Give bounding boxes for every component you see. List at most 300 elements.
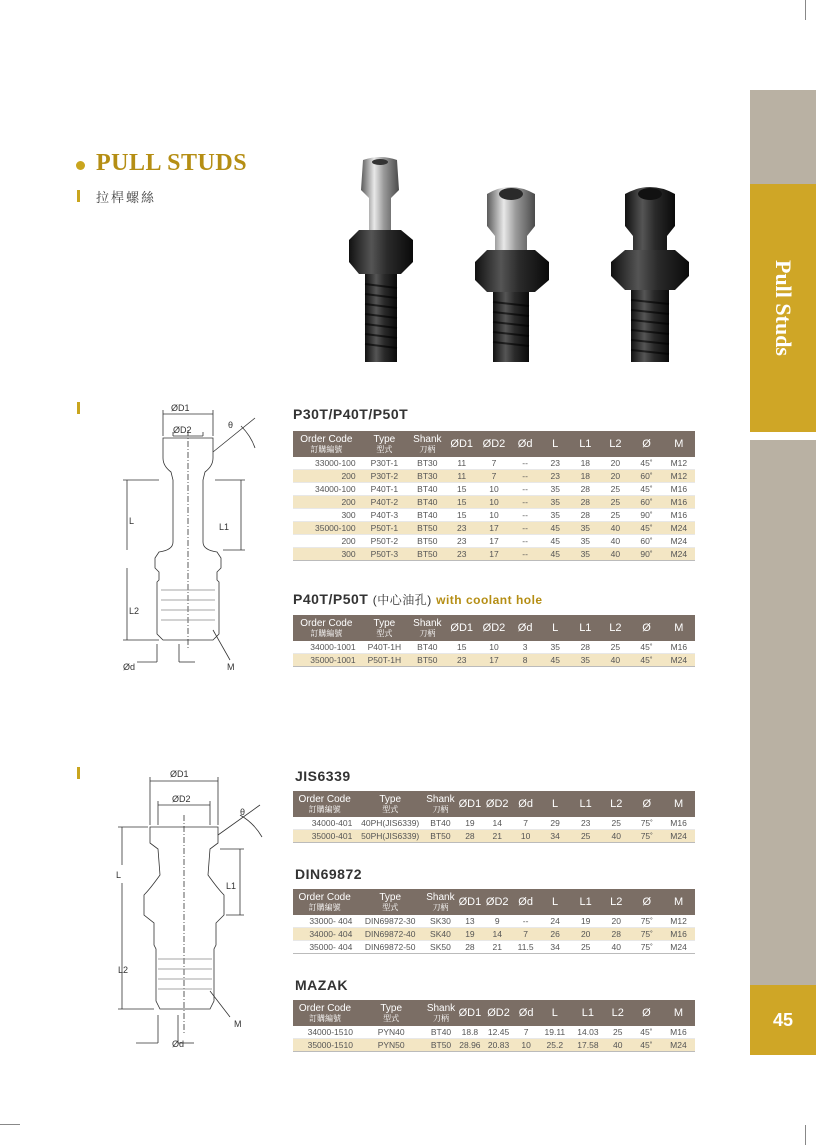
- table-cell: 23: [446, 522, 478, 535]
- col-header-order_code: [293, 615, 360, 641]
- table-cell: 25: [570, 830, 601, 843]
- col-header-label-zh: 刀柄: [432, 805, 449, 814]
- table-cell: 15: [446, 496, 478, 509]
- page-number: 45: [750, 985, 816, 1055]
- col-header-label: Type: [379, 794, 402, 805]
- col-header-angle: [632, 889, 663, 915]
- pull-studs-photo: [335, 150, 715, 370]
- table4-spec: [293, 889, 695, 954]
- table-cell: 28.96: [457, 1039, 483, 1052]
- page-subtitle: 拉桿螺絲: [96, 190, 157, 205]
- col-header-label-zh: 刀柄: [419, 629, 436, 638]
- table-cell: 25: [570, 941, 601, 954]
- col-header-type: [360, 615, 409, 641]
- table-cell: 28: [570, 509, 600, 522]
- table-cell: 19: [570, 915, 601, 928]
- table-cell: SK40: [424, 928, 457, 941]
- side-tab-label: Pull Studs: [771, 260, 796, 356]
- table-cell: 21: [483, 941, 511, 954]
- col-header-l2: [604, 1000, 630, 1026]
- table-cell: BT40: [409, 641, 446, 654]
- table-cell: 35: [570, 548, 600, 561]
- col-header-d: [510, 615, 540, 641]
- col-header-angle: [630, 615, 662, 641]
- table-cell: 10: [511, 830, 539, 843]
- col-header-l: [540, 889, 571, 915]
- col-header-label: ØD2: [485, 896, 509, 908]
- col-header-shank: [425, 1000, 456, 1026]
- col-header-l: [540, 615, 570, 641]
- table-cell: 28: [570, 496, 600, 509]
- table-row: [293, 509, 695, 522]
- table-cell: 40: [600, 548, 630, 561]
- table-cell: P40T-1: [360, 483, 409, 496]
- col-header-label: L1: [579, 622, 592, 634]
- table-cell: 90˚: [630, 548, 662, 561]
- table-cell: 25: [604, 1026, 630, 1039]
- table-cell: BT30: [409, 457, 446, 470]
- table-cell: 15: [446, 483, 478, 496]
- col-header-label: Shank: [426, 1003, 456, 1014]
- table-cell: 25: [600, 483, 630, 496]
- col-header-angle: [632, 791, 663, 817]
- col-header-label: ØD2: [485, 798, 509, 810]
- col-header-label: Shank: [426, 794, 455, 805]
- table-cell: 23: [446, 654, 478, 667]
- table-cell: DIN69872-40: [356, 928, 424, 941]
- table-cell: 11: [446, 457, 478, 470]
- table-cell: BT50: [409, 535, 446, 548]
- table-cell: --: [510, 470, 540, 483]
- table-cell: 7: [514, 1026, 538, 1039]
- table-cell: P50T-1: [360, 522, 409, 535]
- table-cell: 29: [540, 817, 571, 830]
- col-header-label: Type: [379, 892, 402, 903]
- table-cell: 35: [540, 496, 570, 509]
- table-row: [293, 641, 695, 654]
- col-header-l: [540, 431, 570, 457]
- table-cell: 28: [570, 483, 600, 496]
- col-header-l2: [601, 791, 632, 817]
- col-header-label-zh: 訂購編號: [308, 805, 341, 814]
- table-cell: 10: [514, 1039, 538, 1052]
- col-header-label: ØD1: [458, 1007, 482, 1019]
- table-cell: 45˚: [630, 483, 662, 496]
- table5-heading: MAZAK: [295, 977, 349, 993]
- table-cell: 17: [478, 522, 510, 535]
- col-header-label: L1: [581, 1007, 595, 1019]
- table-cell: 7: [478, 470, 510, 483]
- table-cell: BT40: [424, 817, 457, 830]
- table-cell: BT50: [425, 1039, 456, 1052]
- table-cell: 60˚: [630, 496, 662, 509]
- col-header-label: Shank: [426, 892, 455, 903]
- table-row: [293, 470, 695, 483]
- table-cell: M12: [663, 457, 695, 470]
- table-cell: 40: [600, 654, 630, 667]
- col-header-d: [514, 1000, 538, 1026]
- col-header-label: Ød: [518, 896, 533, 908]
- table-cell: 25.2: [538, 1039, 571, 1052]
- table-cell: 45˚: [631, 1026, 662, 1039]
- table-cell: 23: [570, 817, 601, 830]
- table-cell: 35000-401: [293, 830, 356, 843]
- col-header-label-zh: 訂購編號: [310, 445, 343, 454]
- table-cell: 19: [457, 928, 483, 941]
- table-cell: 19.11: [538, 1026, 571, 1039]
- table-cell: 12.45: [483, 1026, 514, 1039]
- col-header-label: ØD1: [458, 896, 482, 908]
- col-header-label: ØD1: [450, 438, 474, 450]
- col-header-d: [511, 791, 539, 817]
- table-cell: 14: [483, 928, 511, 941]
- col-header-label-zh: 型式: [383, 1014, 400, 1023]
- col-header-label: ØD1: [450, 622, 474, 634]
- table2-heading: [293, 591, 543, 608]
- table-cell: 28: [457, 941, 483, 954]
- col-header-d1: [457, 889, 483, 915]
- table-cell: M16: [662, 928, 695, 941]
- col-header-label: Type: [373, 618, 396, 629]
- col-header-label: L1: [579, 798, 592, 810]
- page-title: PULL STUDS: [96, 150, 248, 176]
- diagram2-l1-label: L1: [226, 881, 237, 891]
- table-cell: 300: [293, 548, 360, 561]
- col-header-l: [538, 1000, 571, 1026]
- table-cell: 200: [293, 496, 360, 509]
- section-marker: [77, 402, 80, 414]
- title-bullet: [76, 161, 85, 170]
- table-cell: --: [510, 457, 540, 470]
- col-header-l1: [570, 791, 601, 817]
- col-header-label: L: [551, 1007, 558, 1019]
- col-header-label: Ød: [517, 438, 533, 450]
- table-cell: 15: [446, 641, 478, 654]
- table-cell: P40T-3: [360, 509, 409, 522]
- table-cell: 34: [540, 941, 571, 954]
- table-cell: PYN50: [357, 1039, 425, 1052]
- pull-stud-diagram-1: [115, 400, 285, 680]
- diagram2-theta-label: θ: [240, 807, 246, 817]
- table-cell: 20: [601, 915, 632, 928]
- table-cell: M24: [663, 654, 695, 667]
- col-header-shank: [424, 889, 457, 915]
- table-cell: 45: [540, 654, 570, 667]
- table-row: [293, 1039, 695, 1052]
- table-cell: 75˚: [632, 830, 663, 843]
- col-header-angle: [630, 431, 662, 457]
- table-row: [293, 830, 695, 843]
- col-header-label: M: [673, 1007, 683, 1019]
- table-cell: 15: [446, 509, 478, 522]
- table-cell: BT50: [409, 548, 446, 561]
- col-header-l1: [570, 889, 601, 915]
- table2-heading-title: P40T/P50T: [293, 591, 369, 607]
- table-cell: 11.5: [511, 941, 539, 954]
- table-cell: 18: [570, 470, 600, 483]
- table-cell: 18: [570, 457, 600, 470]
- crop-mark: [805, 0, 806, 20]
- table-cell: 9: [483, 915, 511, 928]
- col-header-label: Order Code: [300, 434, 353, 445]
- col-header-l2: [600, 615, 630, 641]
- table-cell: 28: [601, 928, 632, 941]
- table2-spec: [293, 615, 695, 667]
- col-header-label: Shank: [413, 434, 442, 445]
- table-cell: 45: [540, 522, 570, 535]
- col-header-label: M: [674, 438, 684, 450]
- col-header-label: ØD2: [482, 622, 506, 634]
- diagram1-theta-label: θ: [228, 420, 234, 430]
- diagram2-d1-label: ØD1: [170, 769, 189, 779]
- col-header-label-zh: 訂購編號: [308, 1014, 341, 1023]
- col-header-label: M: [673, 798, 684, 810]
- col-header-type: [360, 431, 409, 457]
- table-cell: 35: [570, 654, 600, 667]
- table-cell: M12: [662, 915, 695, 928]
- table1-spec: [293, 431, 695, 561]
- table-cell: 20: [600, 457, 630, 470]
- col-header-l: [540, 791, 571, 817]
- table-cell: 14: [483, 817, 511, 830]
- table-cell: 40PH(JIS6339): [356, 817, 424, 830]
- table-cell: M12: [663, 470, 695, 483]
- col-header-d2: [483, 889, 511, 915]
- diagram2-m-label: M: [234, 1019, 242, 1029]
- table-cell: 3: [510, 641, 540, 654]
- section-marker: [77, 767, 80, 779]
- table-row: [293, 522, 695, 535]
- table-cell: 25: [600, 496, 630, 509]
- col-header-l1: [570, 431, 600, 457]
- table-cell: 7: [511, 817, 539, 830]
- col-header-angle: [631, 1000, 662, 1026]
- col-header-d1: [446, 431, 478, 457]
- table-cell: 17: [478, 654, 510, 667]
- table-cell: BT40: [409, 509, 446, 522]
- col-header-label: ØD1: [458, 798, 482, 810]
- col-header-label: Order Code: [298, 1003, 352, 1014]
- col-header-type: [356, 791, 424, 817]
- table-cell: M16: [663, 496, 695, 509]
- col-header-order_code: [293, 1000, 357, 1026]
- table-cell: 19: [457, 817, 483, 830]
- table-cell: 35000-1001: [293, 654, 360, 667]
- table-cell: --: [510, 483, 540, 496]
- col-header-label: L2: [611, 1007, 624, 1019]
- table-cell: 7: [511, 928, 539, 941]
- table-cell: 90˚: [630, 509, 662, 522]
- table-cell: 23: [446, 548, 478, 561]
- col-header-d2: [478, 431, 510, 457]
- table-cell: 23: [540, 470, 570, 483]
- table-cell: --: [510, 548, 540, 561]
- table-cell: P50T-2: [360, 535, 409, 548]
- table-cell: 20: [600, 470, 630, 483]
- table-cell: 28: [457, 830, 483, 843]
- table-cell: M16: [663, 509, 695, 522]
- table-cell: DIN69872-30: [356, 915, 424, 928]
- col-header-label-zh: 訂購編號: [310, 629, 343, 638]
- col-header-m: [662, 791, 695, 817]
- table-cell: --: [510, 509, 540, 522]
- col-header-d2: [483, 1000, 514, 1026]
- col-header-label: L: [552, 438, 559, 450]
- table4-heading: DIN69872: [295, 866, 363, 882]
- side-tab-section: [750, 184, 816, 432]
- table-cell: 35000-1510: [293, 1039, 357, 1052]
- table-cell: M24: [663, 548, 695, 561]
- table-cell: P40T-2: [360, 496, 409, 509]
- table-cell: 35000- 404: [293, 941, 356, 954]
- col-header-label-zh: 型式: [382, 903, 399, 912]
- table-cell: 60˚: [630, 470, 662, 483]
- table-cell: P50T-3: [360, 548, 409, 561]
- table-row: [293, 535, 695, 548]
- table-cell: 75˚: [632, 817, 663, 830]
- table-cell: 75˚: [632, 941, 663, 954]
- table-cell: 25: [601, 817, 632, 830]
- table-cell: 200: [293, 470, 360, 483]
- col-header-shank: [424, 791, 457, 817]
- diagram1-d2-label: ØD2: [173, 425, 192, 435]
- table-cell: 28: [570, 641, 600, 654]
- col-header-label: Ø: [642, 1007, 651, 1019]
- col-header-m: [662, 1000, 695, 1026]
- col-header-l2: [600, 431, 630, 457]
- diagram2-l-label: L: [116, 870, 122, 880]
- table-cell: --: [510, 535, 540, 548]
- table-cell: 24: [540, 915, 571, 928]
- table-row: [293, 548, 695, 561]
- table-cell: 13: [457, 915, 483, 928]
- table-cell: 75˚: [632, 915, 663, 928]
- table-cell: 200: [293, 535, 360, 548]
- table-cell: BT30: [409, 470, 446, 483]
- table-cell: 45˚: [630, 641, 662, 654]
- table-cell: 25: [600, 641, 630, 654]
- col-header-label: Ød: [518, 798, 533, 810]
- table-cell: 17: [478, 548, 510, 561]
- table-cell: --: [510, 522, 540, 535]
- table-cell: SK30: [424, 915, 457, 928]
- table-row: [293, 654, 695, 667]
- col-header-m: [662, 889, 695, 915]
- col-header-label: L2: [610, 896, 623, 908]
- table-cell: M24: [662, 941, 695, 954]
- col-header-order_code: [293, 791, 356, 817]
- table-cell: 40: [600, 535, 630, 548]
- col-header-label: ØD2: [487, 1007, 510, 1019]
- crop-mark: [0, 1124, 20, 1125]
- table-cell: 40: [601, 941, 632, 954]
- col-header-d1: [457, 1000, 483, 1026]
- table-cell: 7: [478, 457, 510, 470]
- table-row: [293, 941, 695, 954]
- table-cell: 17.58: [571, 1039, 604, 1052]
- table-row: [293, 928, 695, 941]
- table-row: [293, 457, 695, 470]
- col-header-label: M: [674, 622, 684, 634]
- table-cell: PYN40: [357, 1026, 425, 1039]
- table-cell: 35: [570, 522, 600, 535]
- col-header-label: Ød: [517, 622, 533, 634]
- table-cell: 34: [540, 830, 571, 843]
- col-header-label: Order Code: [300, 618, 353, 629]
- table-cell: 35: [540, 641, 570, 654]
- table-cell: M16: [663, 641, 695, 654]
- col-header-label: Ø: [642, 896, 652, 908]
- col-header-d: [510, 431, 540, 457]
- table-cell: 33000- 404: [293, 915, 356, 928]
- col-header-l1: [571, 1000, 604, 1026]
- table-cell: DIN69872-50: [356, 941, 424, 954]
- col-header-label-zh: 型式: [376, 445, 393, 454]
- table-row: [293, 817, 695, 830]
- table-cell: 300: [293, 509, 360, 522]
- diagram1-l2-label: L2: [129, 606, 140, 616]
- table-cell: P40T-1H: [360, 641, 409, 654]
- table-cell: BT40: [409, 496, 446, 509]
- table-cell: BT50: [424, 830, 457, 843]
- table-cell: 45˚: [630, 522, 662, 535]
- col-header-label: Shank: [413, 618, 442, 629]
- table-cell: P30T-1: [360, 457, 409, 470]
- col-header-label: Ø: [642, 438, 651, 450]
- table-cell: 10: [478, 496, 510, 509]
- table-cell: 23: [540, 457, 570, 470]
- col-header-label: Ø: [642, 798, 652, 810]
- side-tab-lower: [750, 440, 816, 985]
- table-row: [293, 915, 695, 928]
- pull-stud-3: [611, 187, 689, 362]
- table3-spec: [293, 791, 695, 843]
- table-cell: 40: [601, 830, 632, 843]
- table-cell: 45: [540, 535, 570, 548]
- table-row: [293, 483, 695, 496]
- table-cell: M24: [663, 535, 695, 548]
- table-cell: 34000-1510: [293, 1026, 357, 1039]
- table-cell: 10: [478, 509, 510, 522]
- table-cell: 45˚: [630, 654, 662, 667]
- table-cell: P50T-1H: [360, 654, 409, 667]
- table-cell: 17: [478, 535, 510, 548]
- table-cell: 20: [570, 928, 601, 941]
- table-cell: 35: [540, 509, 570, 522]
- table-cell: 26: [540, 928, 571, 941]
- diagram2-l2-label: L2: [118, 965, 129, 975]
- diagram2-d2-label: ØD2: [172, 794, 191, 804]
- col-header-d2: [478, 615, 510, 641]
- col-header-label: Order Code: [298, 892, 351, 903]
- table-cell: 20.83: [483, 1039, 514, 1052]
- table-cell: 11: [446, 470, 478, 483]
- diagram1-d1-label: ØD1: [171, 403, 190, 413]
- col-header-order_code: [293, 889, 356, 915]
- table-cell: BT40: [409, 483, 446, 496]
- col-header-label: L1: [579, 438, 592, 450]
- col-header-label-zh: 刀柄: [432, 903, 449, 912]
- col-header-label-zh: 刀柄: [433, 1014, 450, 1023]
- col-header-label: Order Code: [298, 794, 351, 805]
- diagram1-m-label: M: [227, 662, 235, 672]
- table-cell: M24: [662, 830, 695, 843]
- diagram1-l-label: L: [129, 516, 135, 526]
- table-cell: SK50: [424, 941, 457, 954]
- table-cell: 50PH(JIS6339): [356, 830, 424, 843]
- col-header-label: Type: [373, 434, 396, 445]
- table-cell: 40: [604, 1039, 630, 1052]
